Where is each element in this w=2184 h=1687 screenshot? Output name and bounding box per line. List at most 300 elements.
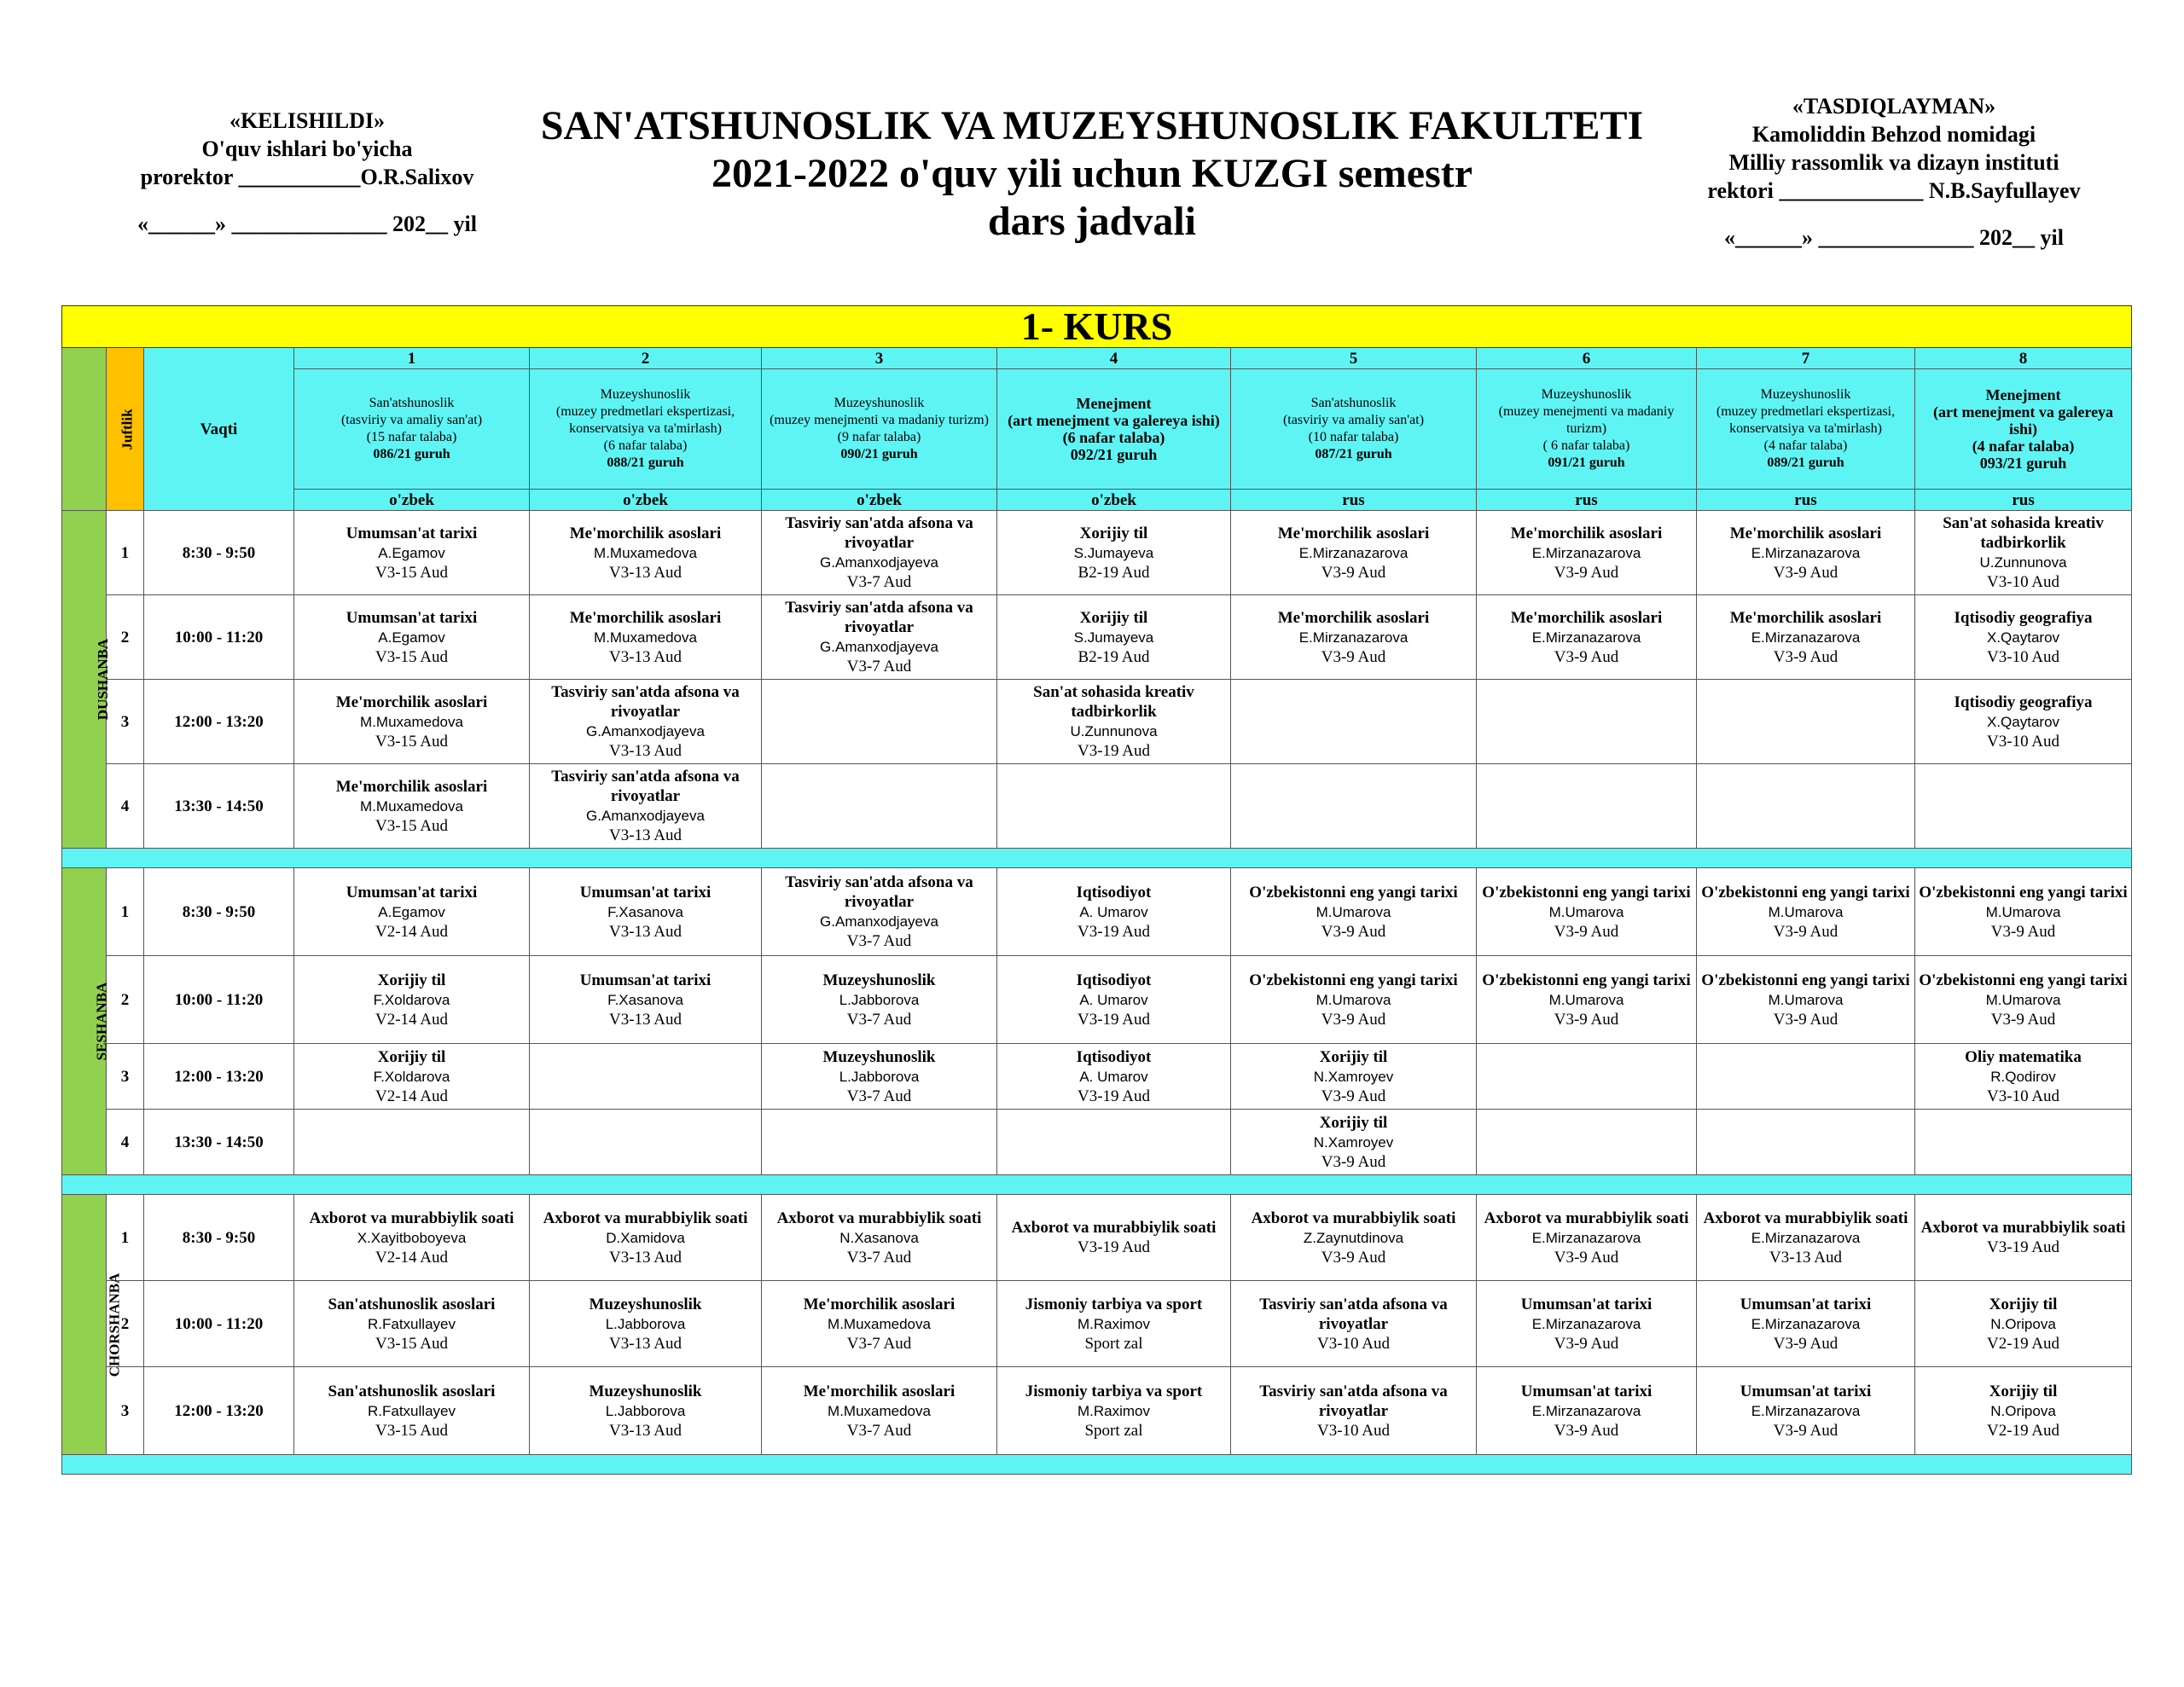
- day-cell: [62, 1195, 123, 1455]
- group-info-line: (4 nafar talaba): [1763, 438, 1848, 453]
- lesson-cell: [1697, 868, 1915, 956]
- subject-name: Iqtisodiyot: [1076, 883, 1152, 901]
- pair-time: 8:30 - 9:50: [144, 868, 294, 956]
- room-name: V3-9 Aud: [1773, 1334, 1838, 1353]
- group-info-line: (9 nafar talaba): [837, 430, 921, 444]
- group-info-line: (15 nafar talaba): [366, 430, 457, 444]
- subject-name: Axborot va murabbiylik soati: [1011, 1219, 1217, 1237]
- lesson-cell: [1915, 680, 2132, 764]
- subject-name: Iqtisodiy geografiya: [1954, 608, 2093, 627]
- lesson-cell: [1231, 1110, 1477, 1175]
- lesson-cell: [762, 764, 997, 849]
- lesson-cell: [1231, 595, 1477, 680]
- subject-name: Umumsan'at tarixi: [579, 883, 712, 901]
- vaqti-header: [144, 348, 294, 511]
- subject-name: Axborot va murabbiylik soati: [776, 1209, 982, 1227]
- lesson-cell: [1477, 1195, 1697, 1281]
- group-code: 088/21 guruh: [607, 455, 684, 470]
- approval-right-line1: Kamoliddin Behzod nomidagi: [1751, 122, 2036, 147]
- room-name: V3-10 Aud: [1317, 1421, 1390, 1440]
- group-number: 8: [1915, 348, 2132, 369]
- subject-name: O'zbekistonni eng yangi tarixi: [1701, 971, 1910, 989]
- group-info-line: (10 nafar talaba): [1308, 430, 1399, 444]
- group-info-line: (muzey menejmenti va madaniy turizm): [770, 413, 989, 427]
- lesson-cell: [762, 1044, 997, 1110]
- lesson-cell: [1697, 1281, 1915, 1367]
- teacher-name: M.Muxamedova: [594, 544, 697, 561]
- subject-name: Axborot va murabbiylik soati: [309, 1209, 514, 1227]
- group-info-line: (art menejment va galereya ishi): [1008, 412, 1220, 429]
- teacher-name: M.Muxamedova: [594, 629, 697, 646]
- room-name: V3-15 Aud: [375, 647, 448, 666]
- group-info-line: (tasviriy va amaliy san'at): [340, 413, 483, 427]
- group-info-line: (tasviriy va amaliy san'at): [1282, 413, 1425, 427]
- teacher-name: R.Qodirov: [1990, 1068, 2056, 1085]
- subject-name: Tasviriy san'atda afsona va rivoyatlar: [785, 514, 973, 552]
- pair-number: 2: [107, 595, 144, 680]
- subject-name: Me'morchilik asoslari: [1729, 524, 1882, 542]
- subject-name: Axborot va murabbiylik soati: [543, 1209, 748, 1227]
- day-name: CHORSHANBA: [106, 1272, 123, 1377]
- teacher-name: L.Jabborova: [839, 991, 920, 1008]
- subject-name: Axborot va murabbiylik soati: [1484, 1209, 1689, 1227]
- lesson-row: [62, 1110, 2132, 1175]
- lesson-cell: [1697, 595, 1915, 680]
- lesson-cell: [1697, 1367, 1915, 1455]
- teacher-name: E.Mirzanazarova: [1531, 1315, 1641, 1332]
- room-name: V2-14 Aud: [375, 922, 448, 941]
- semester-title: 2021-2022 o'quv yili uchun KUZGI semestr: [711, 151, 1473, 196]
- subject-name: Jismoniy tarbiya va sport: [1025, 1295, 1203, 1313]
- subject-name: Tasviriy san'atda afsona va rivoyatlar: [785, 873, 973, 911]
- teacher-name: N.Xamroyev: [1313, 1133, 1394, 1151]
- group-info-line: (6 nafar talaba): [1062, 429, 1165, 446]
- subject-name: Muzeyshunoslik: [589, 1382, 702, 1400]
- teacher-name: R.Fatxullayev: [368, 1402, 456, 1419]
- group-number: 3: [762, 348, 997, 369]
- subject-name: Tasviriy san'atda afsona va rivoyatlar: [785, 599, 973, 636]
- subject-name: Xorijiy til: [1319, 1113, 1388, 1132]
- lesson-cell: [1915, 595, 2132, 680]
- teacher-name: E.Mirzanazarova: [1751, 1402, 1861, 1419]
- subject-name: Tasviriy san'atda afsona va rivoyatlar: [1259, 1382, 1448, 1420]
- approval-right-line3: rektori _____________ N.B.Sayfullayev: [1707, 178, 2081, 203]
- lesson-cell: [294, 680, 530, 764]
- room-name: Sport zal: [1084, 1421, 1143, 1440]
- subject-name: Xorijiy til: [1989, 1382, 2058, 1400]
- room-name: V3-19 Aud: [1077, 1238, 1150, 1256]
- lesson-cell: [530, 868, 762, 956]
- room-name: V3-19 Aud: [1077, 742, 1150, 760]
- vaqti-label: Vaqti: [200, 420, 238, 438]
- teacher-name: F.Xasanova: [607, 903, 683, 920]
- teacher-name: M.Umarova: [1768, 903, 1844, 920]
- room-name: V3-9 Aud: [1554, 647, 1619, 666]
- teacher-name: M.Raximov: [1077, 1315, 1150, 1332]
- lesson-cell: [1915, 1281, 2132, 1367]
- room-name: V3-15 Aud: [375, 732, 448, 751]
- lesson-cell: [1477, 1367, 1697, 1455]
- lesson-cell: [1915, 511, 2132, 595]
- room-name: V3-19 Aud: [1077, 922, 1150, 941]
- lesson-cell: [1231, 1044, 1477, 1110]
- teacher-name: M.Umarova: [1768, 991, 1844, 1008]
- group-number: 2: [530, 348, 762, 369]
- lesson-cell: [1697, 1110, 1915, 1175]
- room-name: V3-9 Aud: [1554, 1010, 1619, 1029]
- subject-name: Me'morchilik asoslari: [803, 1295, 956, 1313]
- room-name: V3-7 Aud: [846, 1421, 912, 1440]
- lesson-cell: [997, 511, 1231, 595]
- pair-time: 12:00 - 13:20: [144, 1044, 294, 1110]
- subject-name: Axborot va murabbiylik soati: [1703, 1209, 1908, 1227]
- room-name: V3-7 Aud: [846, 1334, 912, 1353]
- teacher-name: S.Jumayeva: [1073, 629, 1154, 646]
- teacher-name: X.Qaytarov: [1987, 713, 2060, 730]
- kurs-label: 1- KURS: [62, 306, 2132, 348]
- lesson-cell: [762, 1281, 997, 1367]
- lesson-cell: [762, 1367, 997, 1455]
- lesson-row: [62, 595, 2132, 680]
- room-name: V3-19 Aud: [1987, 1238, 2060, 1256]
- room-name: V3-9 Aud: [1321, 1152, 1386, 1171]
- room-name: V3-7 Aud: [846, 658, 912, 675]
- group-info: [762, 369, 997, 490]
- day-separator-bar: [62, 1175, 2132, 1195]
- lesson-cell: [294, 595, 530, 680]
- room-name: V3-10 Aud: [1987, 573, 2060, 591]
- room-name: V3-10 Aud: [1987, 732, 2060, 751]
- room-name: B2-19 Aud: [1077, 563, 1150, 582]
- group-info: [1231, 369, 1477, 490]
- group-language: rus: [1697, 490, 1915, 511]
- lesson-cell: [1231, 868, 1477, 956]
- subject-name: O'zbekistonni eng yangi tarixi: [1482, 971, 1691, 989]
- lesson-cell: [1477, 511, 1697, 595]
- room-name: V3-9 Aud: [1321, 647, 1386, 666]
- group-info-line: ( 6 nafar talaba): [1542, 438, 1630, 453]
- lesson-cell: [1477, 1281, 1697, 1367]
- approval-left-date: «______» ______________ 202__ yil: [137, 212, 477, 236]
- lesson-cell: [1477, 1044, 1697, 1110]
- approval-left-line2: prorektor ___________O.R.Salixov: [140, 165, 474, 189]
- lesson-cell: [530, 1367, 762, 1455]
- room-name: V3-9 Aud: [1990, 1010, 2056, 1029]
- room-name: V3-9 Aud: [1554, 922, 1619, 941]
- teacher-name: D.Xamidova: [606, 1229, 685, 1246]
- lesson-cell: [294, 764, 530, 849]
- teacher-name: M.Umarova: [1548, 903, 1624, 920]
- room-name: V3-9 Aud: [1321, 1010, 1386, 1029]
- lesson-row: [62, 764, 2132, 849]
- subject-name: Umumsan'at tarixi: [1520, 1295, 1653, 1313]
- teacher-name: A. Umarov: [1079, 903, 1148, 920]
- lesson-cell: [1697, 956, 1915, 1044]
- teacher-name: E.Mirzanazarova: [1751, 1229, 1861, 1246]
- lesson-row: [62, 1044, 2132, 1110]
- lesson-cell: [1697, 764, 1915, 849]
- group-info: [530, 369, 762, 490]
- day-cell: [62, 868, 110, 1175]
- group-info-line: Menejment: [1985, 386, 2061, 403]
- room-name: V3-13 Aud: [609, 922, 682, 941]
- teacher-name: F.Xoldarova: [373, 991, 450, 1008]
- lesson-cell: [530, 1195, 762, 1281]
- group-language-row: [62, 490, 2132, 511]
- room-name: V3-15 Aud: [375, 1421, 448, 1440]
- lesson-cell: [294, 868, 530, 956]
- subject-name: Muzeyshunoslik: [822, 971, 936, 989]
- teacher-name: N.Oripova: [1990, 1315, 2056, 1332]
- schedule-table: [61, 305, 2132, 1475]
- day-cell: [62, 511, 112, 849]
- lesson-cell: [1477, 1110, 1697, 1175]
- group-language: o'zbek: [530, 490, 762, 511]
- lesson-row: [62, 511, 2132, 595]
- subject-name: Me'morchilik asoslari: [1729, 608, 1882, 627]
- teacher-name: L.Jabborova: [605, 1402, 686, 1419]
- room-name: V3-9 Aud: [1554, 1334, 1619, 1353]
- group-code: 087/21 guruh: [1315, 447, 1392, 461]
- lesson-cell: [1697, 1195, 1915, 1281]
- group-info-line: (muzey menejmenti va madaniy turizm): [1498, 404, 1675, 436]
- room-name: V3-9 Aud: [1773, 1421, 1838, 1440]
- subject-name: San'at sohasida kreativ tadbirkorlik: [1033, 683, 1194, 721]
- room-name: V3-10 Aud: [1317, 1334, 1390, 1353]
- subject-name: Me'morchilik asoslari: [335, 777, 488, 796]
- lesson-cell: [997, 868, 1231, 956]
- subject-name: Me'morchilik asoslari: [1510, 524, 1663, 542]
- day-name: SESHANBA: [93, 982, 110, 1061]
- lesson-cell: [997, 764, 1231, 849]
- teacher-name: U.Zunnunova: [1070, 723, 1158, 739]
- room-name: V2-19 Aud: [1987, 1334, 2060, 1353]
- lesson-cell: [997, 1281, 1231, 1367]
- room-name: V3-15 Aud: [375, 1334, 448, 1353]
- teacher-name: Z.Zaynutdinova: [1303, 1229, 1404, 1246]
- room-name: V3-15 Aud: [375, 816, 448, 835]
- room-name: V3-13 Aud: [609, 563, 682, 582]
- group-code: 092/21 guruh: [1070, 446, 1158, 463]
- teacher-name: M.Muxamedova: [828, 1315, 931, 1332]
- lesson-cell: [530, 1044, 762, 1110]
- subject-name: Jismoniy tarbiya va sport: [1025, 1382, 1203, 1400]
- group-info-line: (4 nafar talaba): [1972, 438, 2075, 455]
- teacher-name: G.Amanxodjayeva: [820, 639, 938, 655]
- group-language: rus: [1915, 490, 2132, 511]
- teacher-name: G.Amanxodjayeva: [820, 554, 938, 571]
- lesson-cell: [530, 511, 762, 595]
- juftlik-label: Juftlik: [119, 408, 136, 450]
- pair-time: 10:00 - 11:20: [144, 1281, 294, 1367]
- teacher-name: G.Amanxodjayeva: [820, 913, 938, 930]
- pair-time: 10:00 - 11:20: [144, 595, 294, 680]
- lesson-cell: [997, 680, 1231, 764]
- room-name: V3-7 Aud: [846, 1248, 912, 1267]
- group-info-line: Muzeyshunoslik: [834, 396, 925, 410]
- group-number: 4: [997, 348, 1231, 369]
- group-code: 089/21 guruh: [1767, 455, 1844, 470]
- lesson-cell: [294, 511, 530, 595]
- teacher-name: E.Mirzanazarova: [1531, 544, 1641, 561]
- pair-time: 10:00 - 11:20: [144, 956, 294, 1044]
- teacher-name: N.Oripova: [1990, 1402, 2056, 1419]
- pair-number: 1: [107, 511, 144, 595]
- day-separator: [62, 1175, 2132, 1195]
- group-info-line: San'atshunoslik: [1310, 396, 1397, 410]
- room-name: V2-14 Aud: [375, 1087, 448, 1105]
- room-name: V3-9 Aud: [1773, 563, 1838, 582]
- group-number: 7: [1697, 348, 1915, 369]
- subject-name: Xorijiy til: [377, 971, 446, 989]
- teacher-name: M.Raximov: [1077, 1402, 1150, 1419]
- pair-time: 12:00 - 13:20: [144, 680, 294, 764]
- subject-name: Xorijiy til: [1319, 1047, 1388, 1066]
- group-language: o'zbek: [997, 490, 1231, 511]
- pair-time: 8:30 - 9:50: [144, 511, 294, 595]
- subject-name: San'at sohasida kreativ tadbirkorlik: [1943, 514, 2104, 552]
- teacher-name: G.Amanxodjayeva: [586, 808, 705, 824]
- room-name: V3-15 Aud: [375, 563, 448, 582]
- group-language: rus: [1231, 490, 1477, 511]
- room-name: V3-7 Aud: [846, 1087, 912, 1105]
- teacher-name: M.Umarova: [1316, 991, 1391, 1008]
- room-name: V3-7 Aud: [846, 932, 912, 950]
- teacher-name: A.Egamov: [378, 903, 445, 920]
- pair-number: 2: [107, 956, 144, 1044]
- teacher-name: E.Mirzanazarova: [1298, 629, 1409, 646]
- lesson-cell: [762, 595, 997, 680]
- group-language: rus: [1477, 490, 1697, 511]
- document-title-block: [478, 102, 1706, 246]
- lesson-cell: [1477, 956, 1697, 1044]
- room-name: V3-9 Aud: [1773, 647, 1838, 666]
- teacher-name: E.Mirzanazarova: [1751, 544, 1861, 561]
- room-name: V3-13 Aud: [609, 647, 682, 666]
- subject-name: Umumsan'at tarixi: [1740, 1295, 1872, 1313]
- group-info: [997, 369, 1231, 490]
- group-info-line: Muzeyshunoslik: [1541, 387, 1632, 402]
- subject-name: Tasviriy san'atda afsona va rivoyatlar: [551, 683, 740, 721]
- teacher-name: E.Mirzanazarova: [1298, 544, 1409, 561]
- pair-number: 1: [107, 868, 144, 956]
- group-info-line: (muzey predmetlari ekspertizasi, konservatsiya va ta'mirlash): [1716, 404, 1896, 436]
- group-info-line: Muzeyshunoslik: [1760, 387, 1851, 402]
- lesson-cell: [997, 1367, 1231, 1455]
- group-info-line: Muzeyshunoslik: [600, 387, 691, 402]
- lesson-cell: [1915, 1110, 2132, 1175]
- teacher-name: U.Zunnunova: [1979, 554, 2067, 571]
- subject-name: Umumsan'at tarixi: [1520, 1382, 1653, 1400]
- table-bottom-bar-cell: [62, 1455, 2132, 1475]
- lesson-cell: [294, 956, 530, 1044]
- teacher-name: A. Umarov: [1079, 1068, 1148, 1085]
- room-name: V3-9 Aud: [1321, 1087, 1386, 1105]
- schedule-title: dars jadvali: [987, 199, 1197, 244]
- room-name: V3-7 Aud: [846, 573, 912, 591]
- kurs-row: [62, 306, 2132, 348]
- lesson-cell: [1477, 764, 1697, 849]
- subject-name: Tasviriy san'atda afsona va rivoyatlar: [551, 768, 740, 805]
- lesson-row: [62, 1281, 2132, 1367]
- approval-left-title: «KELISHILDI»: [229, 108, 386, 133]
- lesson-cell: [1231, 1367, 1477, 1455]
- group-info: [1477, 369, 1697, 490]
- day-header-spacer: [62, 348, 107, 511]
- lesson-cell: [1915, 868, 2132, 956]
- subject-name: Me'morchilik asoslari: [335, 693, 488, 711]
- pair-time: 13:30 - 14:50: [144, 764, 294, 849]
- subject-name: Xorijiy til: [1079, 608, 1148, 627]
- teacher-name: M.Umarova: [1548, 991, 1624, 1008]
- approval-block-left: [102, 107, 512, 238]
- lesson-cell: [294, 1195, 530, 1281]
- lesson-row: [62, 1195, 2132, 1281]
- teacher-name: M.Muxamedova: [360, 713, 463, 730]
- room-name: V3-19 Aud: [1077, 1087, 1150, 1105]
- teacher-name: M.Muxamedova: [360, 797, 463, 815]
- pair-time: 12:00 - 13:20: [144, 1367, 294, 1455]
- lesson-cell: [1231, 1281, 1477, 1367]
- room-name: V3-9 Aud: [1773, 922, 1838, 941]
- group-number: 5: [1231, 348, 1477, 369]
- lesson-cell: [762, 956, 997, 1044]
- subject-name: Xorijiy til: [377, 1047, 446, 1066]
- teacher-name: N.Xamroyev: [1313, 1068, 1394, 1085]
- lesson-cell: [762, 1195, 997, 1281]
- teacher-name: M.Muxamedova: [828, 1402, 931, 1419]
- group-info-line: (muzey predmetlari ekspertizasi, konservatsiya va ta'mirlash): [555, 404, 735, 436]
- subject-name: Me'morchilik asoslari: [803, 1382, 956, 1400]
- lesson-cell: [762, 868, 997, 956]
- room-name: V3-13 Aud: [609, 1248, 682, 1267]
- lesson-cell: [530, 680, 762, 764]
- subject-name: Iqtisodiyot: [1076, 971, 1152, 989]
- lesson-cell: [1915, 1367, 2132, 1455]
- subject-name: San'atshunoslik asoslari: [328, 1382, 496, 1400]
- lesson-cell: [1697, 511, 1915, 595]
- day-name: DUSHANBA: [95, 638, 112, 721]
- approval-right-line2: Milliy rassomlik va dizayn instituti: [1728, 150, 2059, 175]
- teacher-name: N.Xasanova: [839, 1229, 919, 1246]
- teacher-name: X.Qaytarov: [1987, 629, 2060, 646]
- group-info-line: Menejment: [1076, 395, 1152, 412]
- group-info-line: (6 nafar talaba): [603, 438, 688, 453]
- teacher-name: M.Umarova: [1985, 991, 2061, 1008]
- approval-block-right: [1672, 92, 2116, 252]
- teacher-name: E.Mirzanazarova: [1531, 1402, 1641, 1419]
- teacher-name: E.Mirzanazarova: [1751, 629, 1861, 646]
- subject-name: Iqtisodiyot: [1076, 1047, 1152, 1066]
- lesson-cell: [1231, 764, 1477, 849]
- group-code: 090/21 guruh: [840, 447, 918, 461]
- room-name: V3-9 Aud: [1554, 563, 1619, 582]
- room-name: V3-13 Aud: [609, 1421, 682, 1440]
- room-name: V3-10 Aud: [1987, 1087, 2060, 1105]
- lesson-cell: [762, 680, 997, 764]
- lesson-cell: [1231, 680, 1477, 764]
- lesson-cell: [1477, 595, 1697, 680]
- lesson-row: [62, 680, 2132, 764]
- lesson-cell: [294, 1044, 530, 1110]
- subject-name: Muzeyshunoslik: [589, 1295, 702, 1313]
- subject-name: Oliy matematika: [1965, 1047, 2082, 1066]
- subject-name: Tasviriy san'atda afsona va rivoyatlar: [1259, 1295, 1448, 1333]
- teacher-name: S.Jumayeva: [1073, 544, 1154, 561]
- lesson-cell: [294, 1110, 530, 1175]
- subject-name: O'zbekistonni eng yangi tarixi: [1919, 971, 2128, 989]
- teacher-name: G.Amanxodjayeva: [586, 723, 705, 739]
